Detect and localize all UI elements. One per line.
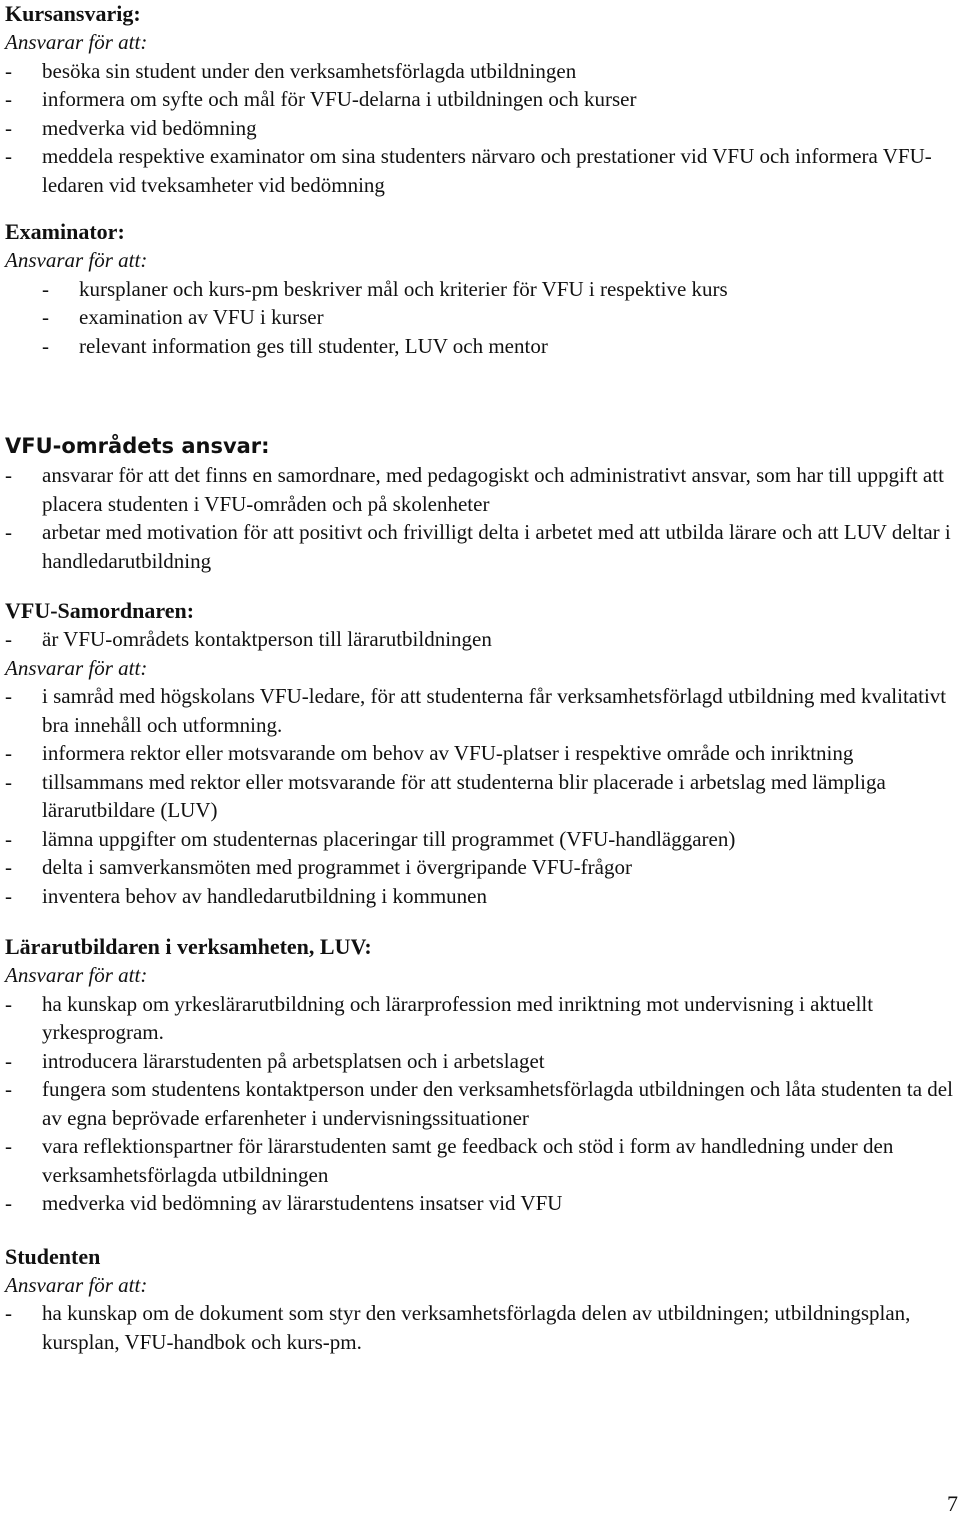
responsibility-list (5, 990, 955, 1218)
list-marker: - (5, 520, 12, 544)
list-item: - inventera behov av handledarutbildning i kommunen (5, 882, 955, 911)
list-marker: - (5, 991, 12, 1016)
list-item: - vara reflektionspartner för lärarstudenten samt ge feedback och stöd i form av handledning under den verksamhetsförlagda utbildningen (5, 1134, 894, 1187)
list-marker: - (5, 87, 12, 111)
document-page (5, 0, 955, 1356)
list-item: - arbetar med motivation för att positivt och frivilligt delta i arbetet med att utbilda lärare och att LUV deltar i handledarutbildning (5, 520, 951, 573)
section-heading: VFU-områdets ansvar: (5, 434, 270, 458)
list-marker: - (5, 627, 12, 651)
list-marker: - (5, 684, 12, 708)
list-item: - kursplaner och kurs-pm beskriver mål och kriterier för VFU i respektive kurs (5, 275, 955, 304)
list-item: - ha kunskap om yrkeslärarutbildning och lärarprofession med inriktning mot undervisning i aktuellt yrkesprogram. (5, 991, 874, 1044)
section-subhead: Ansvarar för att: (5, 963, 148, 987)
list-marker: - (5, 1191, 12, 1215)
list-item: - meddela respektive examinator om sina studenters närvaro och prestationer vid VFU och informera VFU-ledaren vid tveksamheter vid bedömning (5, 144, 932, 197)
list-marker: - (5, 58, 12, 83)
page-number: 7 (947, 1491, 958, 1516)
intro-list (5, 625, 955, 654)
section-heading: Kursansvarig: (5, 1, 141, 26)
list-item: - informera om syfte och mål för VFU-delarna i utbildningen och kurser (5, 85, 955, 114)
list-marker: - (5, 883, 12, 908)
list-marker: - (5, 115, 12, 140)
responsibility-list (5, 461, 955, 575)
list-item: - examination av VFU i kurser (5, 303, 955, 332)
section-studenten (5, 1242, 955, 1357)
list-item: - är VFU-områdets kontaktperson till lärarutbildningen (5, 625, 955, 654)
responsibility-list (5, 1299, 955, 1356)
list-marker: - (5, 826, 12, 851)
section-examinator (5, 217, 955, 360)
section-subhead: Ansvarar för att: (5, 1272, 148, 1297)
list-marker: - (42, 305, 49, 329)
list-marker: - (5, 1301, 12, 1325)
list-marker: - (5, 769, 12, 794)
list-item: - tillsammans med rektor eller motsvarande för att studenterna blir placerade i arbetslag med lämpliga lärarutbildare (LUV) (5, 769, 886, 822)
list-marker: - (42, 333, 49, 358)
section-luv (5, 932, 955, 1218)
list-item: - medverka vid bedömning (5, 114, 955, 143)
list-marker: - (42, 276, 49, 301)
list-marker: - (5, 463, 12, 487)
responsibility-list (5, 682, 955, 910)
list-item: - introducera lärarstudenten på arbetsplatsen och i arbetslaget (5, 1047, 955, 1076)
list-item: - besöka sin student under den verksamhetsförlagda utbildningen (5, 57, 955, 86)
section-heading: VFU-Samordnaren: (5, 598, 195, 623)
list-item: - i samråd med högskolans VFU-ledare, för att studenterna får verksamhetsförlagd utbildning med kvalitativt bra innehåll och utformning. (5, 684, 947, 737)
section-subhead: Ansvarar för att: (5, 655, 148, 680)
list-marker: - (5, 855, 12, 879)
list-item: - ansvarar för att det finns en samordnare, med pedagogiskt och administrativt ansvar, som har till uppgift att placera studenten i VFU-områden och på skolenheter (5, 463, 944, 516)
section-heading: Lärarutbildaren i verksamheten, LUV: (5, 934, 372, 959)
responsibility-list (5, 275, 955, 361)
list-marker: - (5, 144, 12, 168)
list-marker: - (5, 1134, 12, 1158)
section-subhead: Ansvarar för att: (5, 30, 148, 54)
section-vfu-omradet (5, 431, 955, 575)
list-item: - fungera som studentens kontaktperson under den verksamhetsförlagda utbildningen och låta studenten ta del av egna beprövade erfarenheter i undervisningssituationer (5, 1077, 953, 1130)
responsibility-list (5, 57, 955, 200)
list-marker: - (5, 1077, 12, 1101)
section-kursansvarig (5, 0, 955, 199)
list-item: - delta i samverkansmöten med programmet i övergripande VFU-frågor (5, 853, 955, 882)
list-item: - ha kunskap om de dokument som styr den verksamhetsförlagda delen av utbildningen; utbildningsplan, kursplan, VFU-handbok och kurs-pm. (5, 1301, 911, 1354)
list-item: - lämna uppgifter om studenternas placeringar till programmet (VFU-handläggaren) (5, 825, 955, 854)
list-item: - medverka vid bedömning av lärarstudentens insatser vid VFU (5, 1189, 955, 1218)
list-item: - informera rektor eller motsvarande om behov av VFU-platser i respektive område och inriktning (5, 739, 955, 768)
section-heading: Examinator: (5, 219, 125, 244)
section-subhead: Ansvarar för att: (5, 248, 148, 272)
section-heading: Studenten (5, 1243, 101, 1269)
list-item: - relevant information ges till studenter, LUV och mentor (5, 332, 955, 361)
list-marker: - (5, 741, 12, 765)
section-samordnaren (5, 596, 955, 910)
list-marker: - (5, 1048, 12, 1073)
